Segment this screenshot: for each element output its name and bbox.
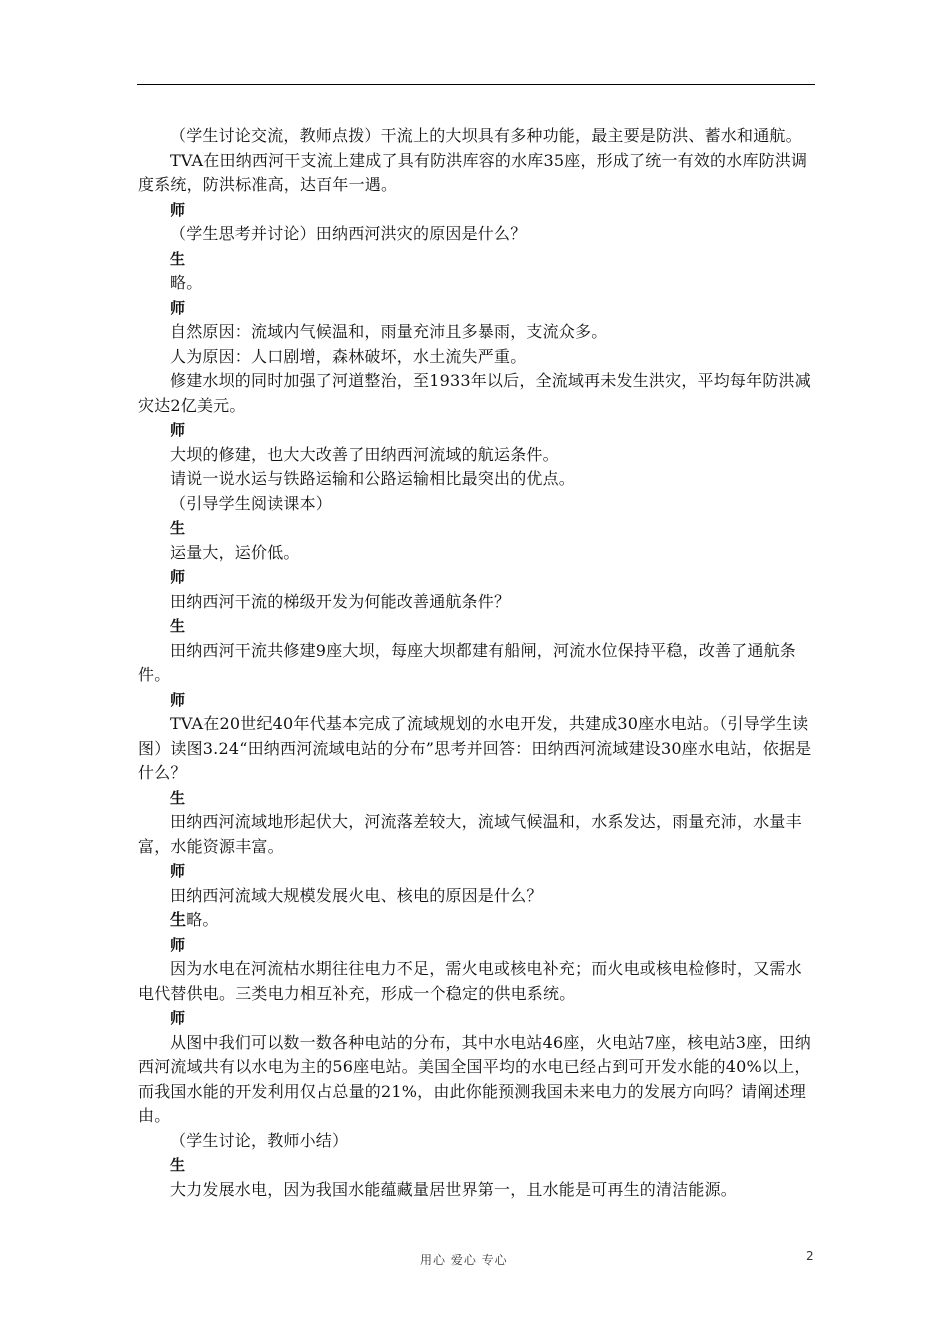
page-number: 2 xyxy=(806,1249,814,1263)
speaker-teacher: 师 xyxy=(170,690,186,709)
paragraph: 田纳西河干流共修建9座大坝，每座大坝都建有船闸，河流水位保持平稳，改善了通航条件。 xyxy=(138,640,796,684)
paragraph: 田纳西河流域大规模发展火电、核电的原因是什么？ xyxy=(170,885,543,905)
paragraph: 因为水电在河流枯水期往往电力不足，需火电或核电补充；而火电或核电检修时，又需水电代替供电。三类电力相互补充，形成一个稳定的供电系统。 xyxy=(138,959,802,1003)
paragraph: 请说一说水运与铁路运输和公路运输相比最突出的优点。 xyxy=(170,469,576,488)
speaker-teacher: 师 xyxy=(170,421,186,439)
paragraph: TVA在田纳西河干支流上建成了具有防洪库容的水库35座，形成了统一有效的水库防洪调度系统，防洪标准高，达百年一遇。 xyxy=(138,150,808,194)
paragraph: 人为原因：人口剧增，森林破坏，水土流失严重。 xyxy=(170,346,527,366)
paragraph: 大力发展水电，因为我国水能蕴藏量居世界第一，且水能是可再生的清洁能源。 xyxy=(170,1179,738,1199)
speaker-student-inline: 生 xyxy=(170,910,187,929)
paragraph: 运量大，运价低。 xyxy=(170,542,300,562)
speaker-student: 生 xyxy=(170,1156,186,1174)
paragraph: 田纳西河流域地形起伏大，河流落差较大，流域气候温和，水系发达，雨量充沛，水量丰富，水能资源丰富。 xyxy=(138,812,802,856)
paragraph: （学生讨论交流，教师点拨）干流上的大坝具有多种功能，最主要是防洪、蓄水和通航。 xyxy=(170,126,802,145)
paragraph: （学生思考并讨论）田纳西河洪灾的原因是什么？ xyxy=(170,224,527,243)
paragraph: 从图中我们可以数一数各种电站的分布，其中水电站46座，火电站7座，核电站3座，田纳西河流域共有以水电为主的56座电站。美国全国平均的水电已经占到可开发水能的40%以上，而我国水能的开发利用仅占总量的21%，由此你能预测我国未来电力的发展方向吗？请阐述理由。 xyxy=(138,1032,811,1125)
speaker-teacher: 师 xyxy=(170,298,186,317)
paragraph: 修建水坝的同时加强了河道整治，至1933年以后，全流域再未发生洪灾，平均每年防洪减灾达2亿美元。 xyxy=(138,371,811,415)
speaker-student: 生 xyxy=(170,788,186,807)
speaker-teacher: 师 xyxy=(170,200,186,219)
footer-motto: 用心 爱心 专心 xyxy=(420,1253,508,1267)
paragraph-with-speaker xyxy=(138,908,814,933)
header-rule xyxy=(137,84,815,85)
speaker-student: 生 xyxy=(170,617,186,635)
speaker-teacher: 师 xyxy=(170,862,186,880)
paragraph: 田纳西河干流的梯级开发为何能改善通航条件？ xyxy=(170,591,511,611)
paragraph: （学生讨论，教师小结） xyxy=(170,1130,349,1150)
paragraph: 自然原因：流域内气候温和，雨量充沛且多暴雨，支流众多。 xyxy=(170,322,608,341)
speaker-student: 生 xyxy=(170,519,186,537)
page-footer xyxy=(0,1247,950,1271)
paragraph-text: 略。 xyxy=(186,910,219,929)
speaker-teacher: 师 xyxy=(170,1009,186,1027)
document-body xyxy=(138,124,814,1202)
paragraph: （引导学生阅读课本） xyxy=(170,493,333,513)
speaker-student: 生 xyxy=(170,249,186,268)
speaker-teacher: 师 xyxy=(170,935,186,954)
paragraph: 略。 xyxy=(170,273,203,292)
paragraph: 大坝的修建，也大大改善了田纳西河流域的航运条件。 xyxy=(170,444,559,464)
paragraph: TVA在20世纪40年代基本完成了流域规划的水电开发，共建成30座水电站。（引导学生读图）读图3.24“田纳西河流域电站的分布”思考并回答：田纳西河流域建设30座水电站，依据是什么？ xyxy=(138,714,812,782)
speaker-teacher: 师 xyxy=(170,568,186,586)
